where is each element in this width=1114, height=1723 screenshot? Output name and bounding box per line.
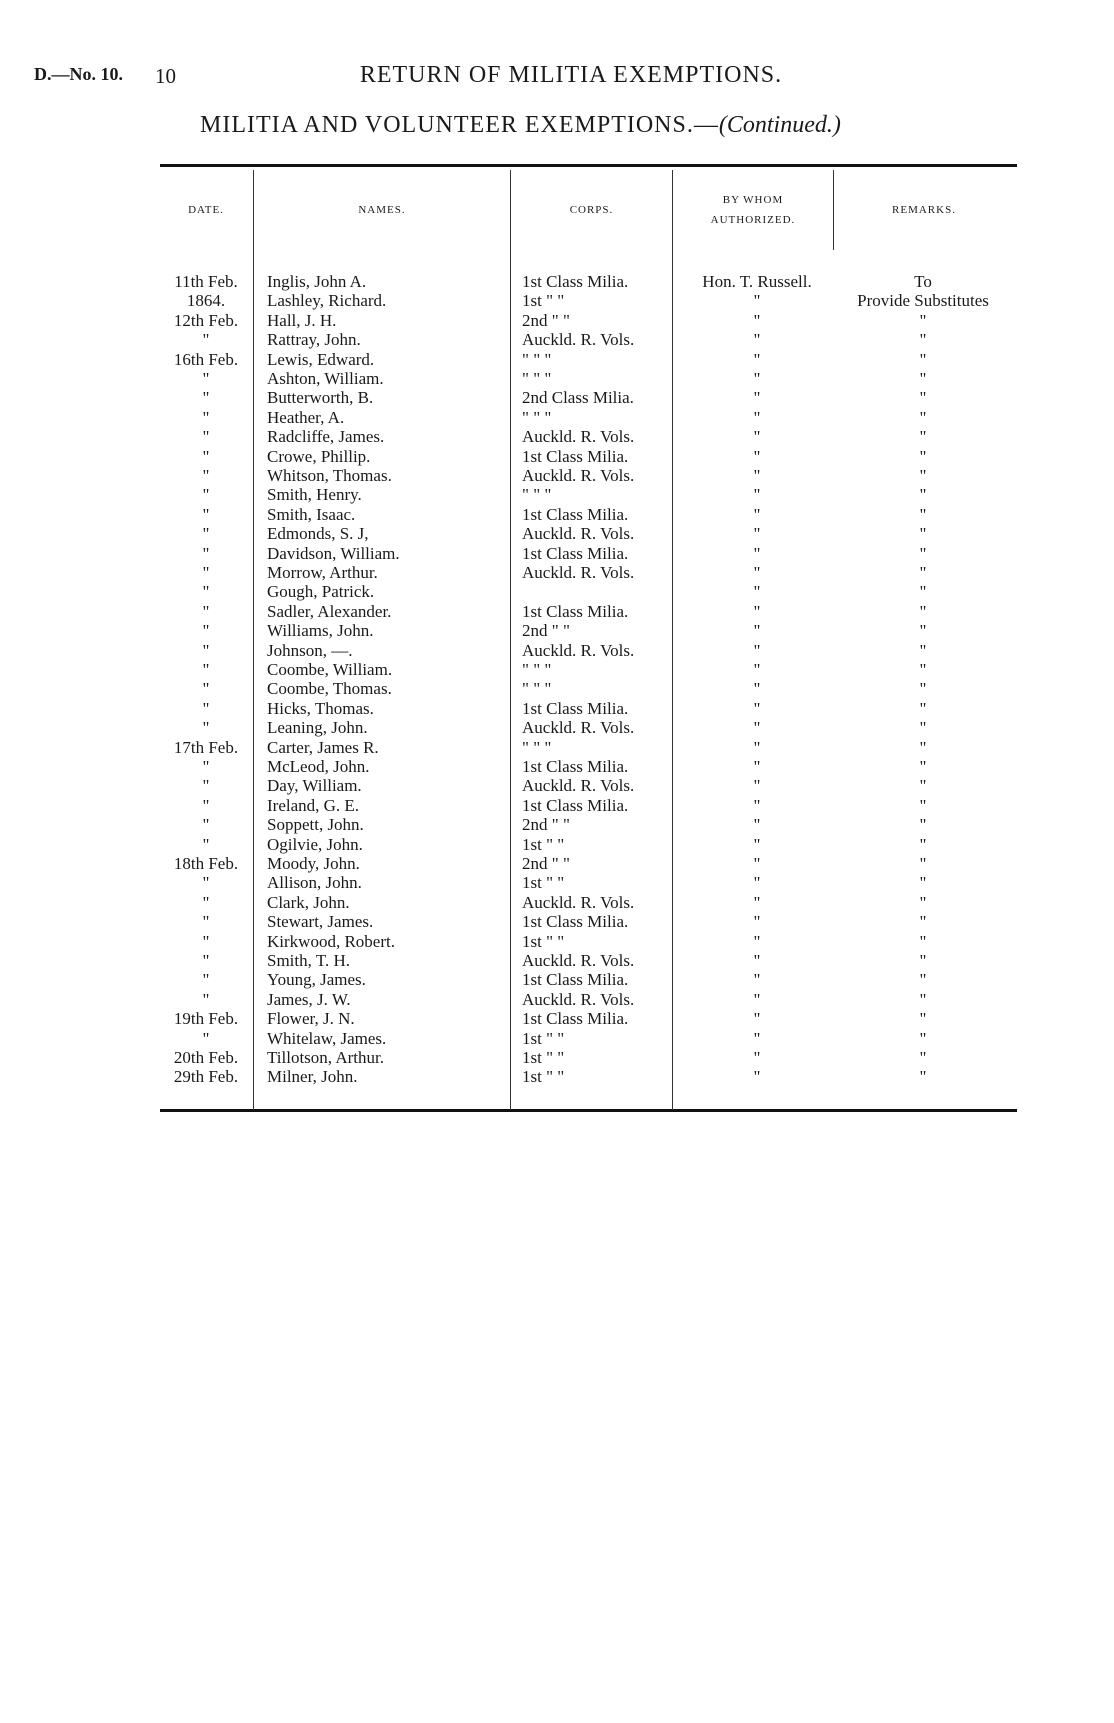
row-corps: 1st Class Milia. xyxy=(522,970,629,990)
row-name: Butterworth, B. xyxy=(267,388,374,408)
row-name: Soppett, John. xyxy=(267,815,364,835)
row-remarks: " xyxy=(919,737,927,757)
row-date: " xyxy=(202,795,210,815)
row-date: " xyxy=(202,446,210,466)
row-date: " xyxy=(202,563,210,582)
row-authorized: " xyxy=(753,640,761,660)
row-name: Whitson, Thomas. xyxy=(267,466,392,485)
row-date: 11th Feb. xyxy=(174,272,238,291)
row-name: Radcliffe, James. xyxy=(267,427,385,447)
row-corps: " " " xyxy=(522,485,552,505)
row-date: " xyxy=(202,892,210,912)
row-date: " xyxy=(202,621,210,641)
table-top-rule xyxy=(160,164,1017,167)
row-remarks: " xyxy=(919,427,927,447)
table-row xyxy=(160,679,1020,698)
row-authorized: " xyxy=(753,1067,761,1087)
row-name: Williams, John. xyxy=(267,621,374,641)
row-name: Lashley, Richard. xyxy=(267,291,387,311)
row-date: 19th Feb. xyxy=(173,1009,239,1029)
row-corps: 1st " " xyxy=(522,834,565,854)
row-date: " xyxy=(202,912,210,932)
table-row xyxy=(160,388,1020,407)
table-row xyxy=(160,1067,1020,1086)
row-date: " xyxy=(202,718,210,738)
subtitle-text: MILITIA AND VOLUNTEER EXEMPTIONS.— xyxy=(200,112,719,138)
row-authorized: " xyxy=(753,698,761,718)
row-authorized: " xyxy=(753,369,761,388)
row-authorized: " xyxy=(753,679,761,699)
row-remarks: " xyxy=(919,795,927,815)
row-corps: Auckld. R. Vols. xyxy=(522,989,635,1009)
row-corps: 1st " " xyxy=(522,1048,565,1067)
row-date: " xyxy=(202,524,210,544)
row-name: Flower, J. N. xyxy=(267,1009,355,1029)
row-corps: Auckld. R. Vols. xyxy=(522,951,635,970)
row-date: " xyxy=(202,815,210,835)
row-remarks: " xyxy=(919,931,927,951)
table-row xyxy=(160,330,1020,349)
row-date: " xyxy=(202,931,210,951)
row-date: " xyxy=(202,951,210,970)
row-remarks: " xyxy=(919,776,927,796)
row-date: 1864. xyxy=(186,291,226,311)
row-name: Davidson, William. xyxy=(267,543,400,563)
row-corps: Auckld. R. Vols. xyxy=(522,563,635,582)
row-date: " xyxy=(202,427,210,447)
table-bottom-rule xyxy=(160,1109,1017,1112)
table-row xyxy=(160,350,1020,369)
row-authorized: " xyxy=(753,931,761,951)
row-authorized: " xyxy=(753,407,761,427)
table-row xyxy=(160,311,1020,330)
row-authorized: " xyxy=(753,543,761,563)
row-date: " xyxy=(202,989,210,1009)
row-remarks: " xyxy=(919,757,927,776)
table-row xyxy=(160,738,1020,757)
row-authorized: " xyxy=(753,776,761,796)
column-header-date: DATE. xyxy=(188,204,224,216)
row-corps: 1st Class Milia. xyxy=(522,912,629,932)
row-date: " xyxy=(202,970,210,990)
page-number: 10 xyxy=(155,64,176,88)
row-date: " xyxy=(202,873,210,893)
row-corps: " " " xyxy=(522,407,552,427)
row-name: Stewart, James. xyxy=(267,912,374,932)
row-corps: Auckld. R. Vols. xyxy=(522,466,635,485)
row-corps: 2nd " " xyxy=(522,621,570,641)
row-remarks: " xyxy=(919,698,927,718)
row-corps: 2nd Class Milia. xyxy=(522,388,634,408)
row-authorized: " xyxy=(753,815,761,835)
row-name: Smith, T. H. xyxy=(267,951,350,970)
table-row xyxy=(160,641,1020,660)
row-corps: 1st Class Milia. xyxy=(522,601,629,621)
table-row xyxy=(160,873,1020,892)
row-authorized: " xyxy=(753,621,761,641)
row-date: " xyxy=(202,757,210,776)
row-remarks: " xyxy=(919,660,927,679)
row-date: " xyxy=(202,601,210,621)
row-corps: 2nd " " xyxy=(522,815,570,835)
row-remarks: " xyxy=(919,524,927,544)
row-date: 20th Feb. xyxy=(173,1048,239,1067)
table-row xyxy=(160,602,1020,621)
row-remarks: " xyxy=(919,310,927,330)
row-name: Carter, James R. xyxy=(267,737,379,757)
row-authorized: " xyxy=(753,427,761,447)
row-remarks: " xyxy=(919,388,927,408)
row-remarks: " xyxy=(919,873,927,893)
row-remarks: " xyxy=(919,407,927,427)
row-corps: Auckld. R. Vols. xyxy=(522,330,635,350)
row-name: Leaning, John. xyxy=(267,718,368,738)
row-authorized: " xyxy=(753,951,761,970)
row-remarks: " xyxy=(919,970,927,990)
column-header-corps: CORPS. xyxy=(569,204,614,216)
column-header-authorized xyxy=(673,190,833,230)
row-authorized: " xyxy=(753,310,761,330)
row-date: " xyxy=(202,388,210,408)
row-remarks: " xyxy=(919,446,927,466)
row-name: Ashton, William. xyxy=(267,369,384,388)
row-name: Coombe, William. xyxy=(267,660,393,679)
table-row xyxy=(160,447,1020,466)
row-remarks: " xyxy=(919,679,927,699)
row-authorized: " xyxy=(753,795,761,815)
row-remarks: " xyxy=(919,640,927,660)
row-date: 12th Feb. xyxy=(173,310,239,330)
row-corps: " " " xyxy=(522,679,552,699)
row-corps: Auckld. R. Vols. xyxy=(522,776,635,796)
row-corps: 1st Class Milia. xyxy=(522,698,629,718)
subtitle-continued: (Continued.) xyxy=(718,112,841,138)
table-row xyxy=(160,951,1020,970)
row-date: " xyxy=(202,640,210,660)
table-row xyxy=(160,272,1020,291)
row-name: James, J. W. xyxy=(267,989,351,1009)
row-date: " xyxy=(202,834,210,854)
row-authorized: " xyxy=(753,737,761,757)
row-corps: 1st Class Milia. xyxy=(522,272,629,291)
row-date: " xyxy=(202,466,210,485)
row-remarks: " xyxy=(919,485,927,505)
table-row xyxy=(160,835,1020,854)
table-row xyxy=(160,524,1020,543)
row-authorized: " xyxy=(753,757,761,776)
table-row xyxy=(160,776,1020,795)
row-remarks: " xyxy=(919,815,927,835)
row-corps: 1st Class Milia. xyxy=(522,757,629,776)
row-name: Heather, A. xyxy=(267,407,345,427)
table-row xyxy=(160,369,1020,388)
row-name: Allison, John. xyxy=(267,873,362,893)
header-auth-line2: AUTHORIZED. xyxy=(710,214,796,226)
row-corps: " " " xyxy=(522,349,552,369)
row-name: Day, William. xyxy=(267,776,362,796)
row-remarks: " xyxy=(919,912,927,932)
table-row xyxy=(160,485,1020,504)
row-authorized: " xyxy=(753,388,761,408)
table-row xyxy=(160,408,1020,427)
row-name: Milner, John. xyxy=(267,1067,358,1087)
row-corps: 1st Class Milia. xyxy=(522,795,629,815)
row-date: " xyxy=(202,660,210,679)
row-authorized: " xyxy=(753,1028,761,1048)
row-corps: Auckld. R. Vols. xyxy=(522,892,635,912)
row-remarks: " xyxy=(919,1009,927,1029)
row-authorized: " xyxy=(753,912,761,932)
column-header-remarks: REMARKS. xyxy=(892,204,956,216)
table-row xyxy=(160,912,1020,931)
row-name: Johnson, —. xyxy=(267,640,353,660)
row-name: Coombe, Thomas. xyxy=(267,679,392,699)
row-remarks: " xyxy=(919,349,927,369)
table-row xyxy=(160,466,1020,485)
column-header-names: NAMES. xyxy=(358,204,406,216)
row-authorized: " xyxy=(753,989,761,1009)
table-row xyxy=(160,854,1020,873)
row-corps: 1st " " xyxy=(522,931,565,951)
row-authorized: " xyxy=(753,873,761,893)
row-date: " xyxy=(202,698,210,718)
row-name: Clark, John. xyxy=(267,892,350,912)
row-remarks: " xyxy=(919,466,927,485)
row-authorized: Hon. T. Russell. xyxy=(702,272,812,291)
table-row xyxy=(160,505,1020,524)
table-row xyxy=(160,815,1020,834)
row-corps: 1st Class Milia. xyxy=(522,504,629,524)
table-row xyxy=(160,757,1020,776)
row-remarks: Provide Substitutes xyxy=(857,291,989,311)
row-remarks: " xyxy=(919,834,927,854)
row-remarks: " xyxy=(919,543,927,563)
row-authorized: " xyxy=(753,970,761,990)
row-remarks: " xyxy=(919,330,927,350)
row-name: Ireland, G. E. xyxy=(267,795,360,815)
row-remarks: " xyxy=(919,951,927,970)
row-name: Edmonds, S. J, xyxy=(267,524,369,544)
row-corps: 2nd " " xyxy=(522,310,570,330)
row-corps: 1st " " xyxy=(522,1067,565,1087)
table-row xyxy=(160,970,1020,989)
row-date: " xyxy=(202,485,210,505)
row-date: " xyxy=(202,1028,210,1048)
section-subtitle xyxy=(200,112,841,139)
row-date: " xyxy=(202,543,210,563)
row-corps: Auckld. R. Vols. xyxy=(522,640,635,660)
row-authorized: " xyxy=(753,1048,761,1067)
row-remarks: " xyxy=(919,621,927,641)
table-row xyxy=(160,582,1020,601)
page-title: RETURN OF MILITIA EXEMPTIONS. xyxy=(359,62,783,88)
row-remarks: " xyxy=(919,1048,927,1067)
row-authorized: " xyxy=(753,563,761,582)
row-corps: Auckld. R. Vols. xyxy=(522,718,635,738)
row-name: Morrow, Arthur. xyxy=(267,563,378,582)
row-corps: 1st " " xyxy=(522,873,565,893)
row-authorized: " xyxy=(753,892,761,912)
row-remarks: " xyxy=(919,1028,927,1048)
row-authorized: " xyxy=(753,660,761,679)
row-authorized: " xyxy=(753,834,761,854)
row-remarks: " xyxy=(919,892,927,912)
row-remarks: " xyxy=(919,1067,927,1087)
row-name: Gough, Patrick. xyxy=(267,582,375,602)
row-name: Ogilvie, John. xyxy=(267,834,363,854)
row-authorized: " xyxy=(753,854,761,873)
row-authorized: " xyxy=(753,504,761,524)
row-corps: " " " xyxy=(522,369,552,388)
table-row xyxy=(160,990,1020,1009)
row-remarks: " xyxy=(919,504,927,524)
row-authorized: " xyxy=(753,718,761,738)
row-name: Sadler, Alexander. xyxy=(267,601,392,621)
row-name: Smith, Isaac. xyxy=(267,504,356,524)
row-authorized: " xyxy=(753,1009,761,1029)
table-row xyxy=(160,893,1020,912)
row-name: McLeod, John. xyxy=(267,757,370,776)
row-date: " xyxy=(202,504,210,524)
table-row xyxy=(160,1048,1020,1067)
row-date: " xyxy=(202,369,210,388)
table-row xyxy=(160,660,1020,679)
row-name: Whitelaw, James. xyxy=(267,1028,387,1048)
row-remarks: " xyxy=(919,369,927,388)
row-authorized: " xyxy=(753,291,761,311)
row-name: Hall, J. H. xyxy=(267,310,337,330)
table-row xyxy=(160,718,1020,737)
row-authorized: " xyxy=(753,349,761,369)
table-row xyxy=(160,427,1020,446)
row-remarks: " xyxy=(919,601,927,621)
row-authorized: " xyxy=(753,524,761,544)
row-date: " xyxy=(202,582,210,602)
row-name: Moody, John. xyxy=(267,854,360,873)
row-name: Rattray, John. xyxy=(267,330,361,350)
row-date: 16th Feb. xyxy=(173,349,239,369)
row-corps: 1st Class Milia. xyxy=(522,446,629,466)
row-remarks: " xyxy=(919,563,927,582)
row-corps: Auckld. R. Vols. xyxy=(522,427,635,447)
row-name: Inglis, John A. xyxy=(267,272,367,291)
row-name: Crowe, Phillip. xyxy=(267,446,371,466)
table-row xyxy=(160,699,1020,718)
row-name: Lewis, Edward. xyxy=(267,349,375,369)
table-row xyxy=(160,544,1020,563)
row-remarks: " xyxy=(919,854,927,873)
row-authorized: " xyxy=(753,485,761,505)
row-date: " xyxy=(202,679,210,699)
row-corps: 1st " " xyxy=(522,291,565,311)
row-remarks: " xyxy=(919,582,927,602)
header-auth-line1: BY WHOM xyxy=(722,194,784,206)
table-row xyxy=(160,932,1020,951)
row-authorized: " xyxy=(753,330,761,350)
row-remarks: " xyxy=(919,718,927,738)
row-corps: " " " xyxy=(522,660,552,679)
row-authorized: " xyxy=(753,582,761,602)
table-row xyxy=(160,1009,1020,1028)
row-date: 17th Feb. xyxy=(173,737,239,757)
row-remarks: " xyxy=(919,989,927,1009)
row-name: Hicks, Thomas. xyxy=(267,698,374,718)
row-date: " xyxy=(202,776,210,796)
row-authorized: " xyxy=(753,446,761,466)
row-date: 18th Feb. xyxy=(173,854,239,873)
row-authorized: " xyxy=(753,601,761,621)
table-row xyxy=(160,291,1020,310)
row-corps: 2nd " " xyxy=(522,854,570,873)
table-row xyxy=(160,796,1020,815)
table-row xyxy=(160,1029,1020,1048)
row-corps: 1st Class Milia. xyxy=(522,1009,629,1029)
row-remarks: To xyxy=(914,272,932,291)
table-row xyxy=(160,563,1020,582)
row-authorized: " xyxy=(753,466,761,485)
document-reference: D.—No. 10. xyxy=(34,64,123,84)
row-name: Smith, Henry. xyxy=(267,485,362,505)
row-name: Tillotson, Arthur. xyxy=(267,1048,384,1067)
row-corps: " " " xyxy=(522,737,552,757)
row-corps: 1st " " xyxy=(522,1028,565,1048)
row-corps: Auckld. R. Vols. xyxy=(522,524,635,544)
row-date: " xyxy=(202,330,210,350)
row-name: Kirkwood, Robert. xyxy=(267,931,395,951)
row-date: " xyxy=(202,407,210,427)
row-name: Young, James. xyxy=(267,970,366,990)
table-row xyxy=(160,621,1020,640)
row-corps: 1st Class Milia. xyxy=(522,543,629,563)
row-date: 29th Feb. xyxy=(173,1067,239,1087)
